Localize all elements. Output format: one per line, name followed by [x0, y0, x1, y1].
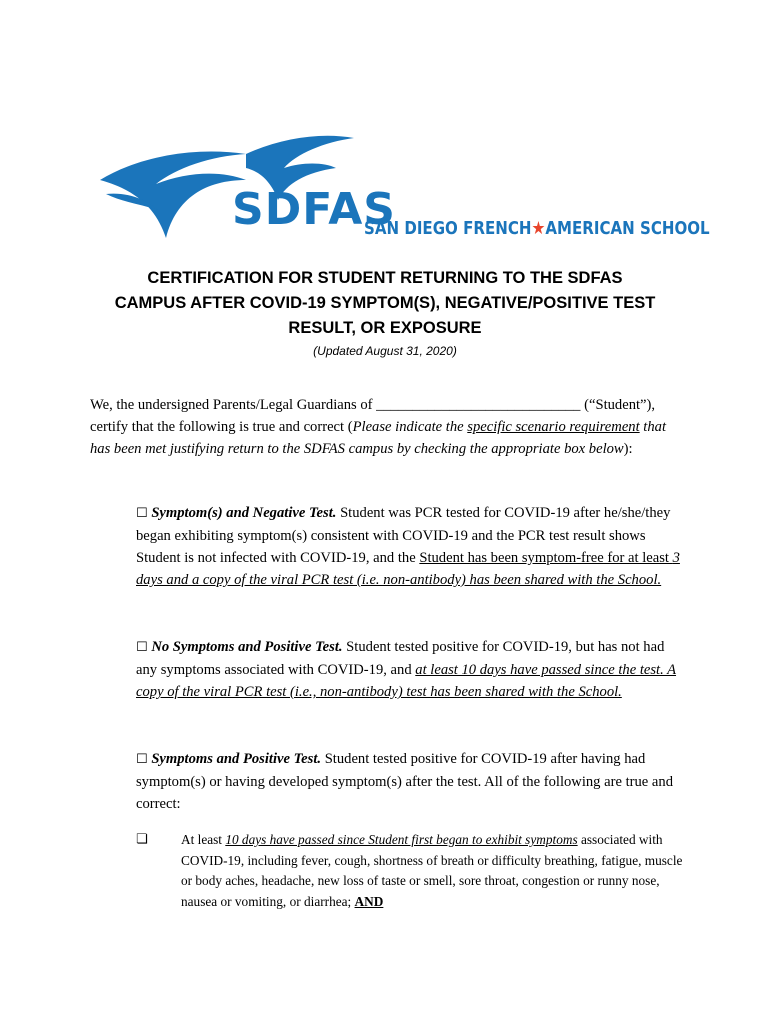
intro-text-2: (“Student”), certify that the following is true and correct (: [90, 397, 656, 435]
checkbox-no-symptoms-positive[interactable]: ☐: [136, 640, 148, 655]
option-underlined: Student has been symptom-free for at least: [419, 550, 673, 566]
intro-italic-underlined: specific scenario requirement: [467, 419, 640, 435]
logo-subtitle-right: AMERICAN SCHOOL: [545, 219, 710, 239]
intro-italic-1: Please indicate the: [352, 419, 468, 435]
sub-item-and: AND: [354, 893, 384, 909]
intro-text-3: ):: [623, 441, 633, 457]
option-text: Student tested positive for COVID-19 after having had symptom(s) or having developed symptom(s) after the test. All of the following are true and correct:: [136, 751, 674, 812]
option-text: Student tested positive for COVID-19, but has not had any symptoms associated with COVID-19, and: [136, 639, 665, 678]
list-item: [136, 830, 684, 912]
title-line-1: CERTIFICATION FOR STUDENT RETURNING TO THE SDFAS: [147, 269, 623, 287]
document-title: [60, 266, 710, 341]
intro-paragraph: [90, 394, 680, 460]
student-name-blank[interactable]: ____________________________: [376, 397, 581, 413]
sub-item-text: [181, 830, 684, 912]
option-heading: No Symptoms and Positive Test.: [151, 639, 343, 655]
option-text: Student was PCR tested for COVID-19 after he/she/they began exhibiting symptom(s) consistent with COVID-19 and the PCR test result shows Student is not infected with COVID-19, and the: [136, 505, 671, 566]
option-symptoms-negative-test: [136, 502, 684, 591]
title-line-3: RESULT, OR EXPOSURE: [288, 319, 482, 337]
logo-subtitle: [364, 220, 710, 239]
checkbox-symptoms-negative[interactable]: ☐: [136, 506, 148, 521]
option-symptoms-positive-test: [136, 748, 684, 815]
school-logo: [96, 128, 710, 246]
option-underlined-italic: at least 10 days have passed since the test. A copy of the viral PCR test (i.e., non-antibody) test has been shared with the School.: [136, 662, 677, 700]
logo-subtitle-left: SAN DIEGO FRENCH: [364, 219, 532, 239]
title-line-2: CAMPUS AFTER COVID-19 SYMPTOM(S), NEGATIVE/POSITIVE TEST: [114, 294, 656, 312]
option-no-symptoms-positive-test: [136, 636, 684, 703]
option-heading: Symptom(s) and Negative Test.: [151, 505, 337, 521]
intro-italic-2: that has been met justifying return to the SDFAS campus by checking the appropriate box below: [90, 419, 667, 457]
sub-requirements-list: [136, 830, 684, 912]
updated-date: (Updated August 31, 2020): [313, 344, 457, 358]
sub-item-body: associated with COVID-19, including fever, cough, shortness of breath or difficulty breathing, fatigue, muscle or body aches, headache, new loss of taste or smell, sore throat, congestion or runny nose, nausea or vomiting, or diarrhea;: [181, 832, 683, 909]
checkbox-sub-item[interactable]: ❏: [136, 832, 148, 847]
sub-item-underlined-italic: 10 days have passed since Student first began to exhibit symptoms: [225, 832, 578, 847]
option-heading: Symptoms and Positive Test.: [151, 751, 322, 767]
star-icon: ★: [531, 218, 546, 239]
checkbox-symptoms-positive[interactable]: ☐: [136, 752, 148, 767]
option-underlined-italic: 3 days and a copy of the viral PCR test (i.e. non-antibody) has been shared with the School.: [136, 550, 680, 588]
logo-wordmark: SDFAS: [232, 184, 396, 235]
intro-text-1: We, the undersigned Parents/Legal Guardians of: [90, 397, 377, 413]
sub-item-pre: At least: [181, 832, 226, 847]
